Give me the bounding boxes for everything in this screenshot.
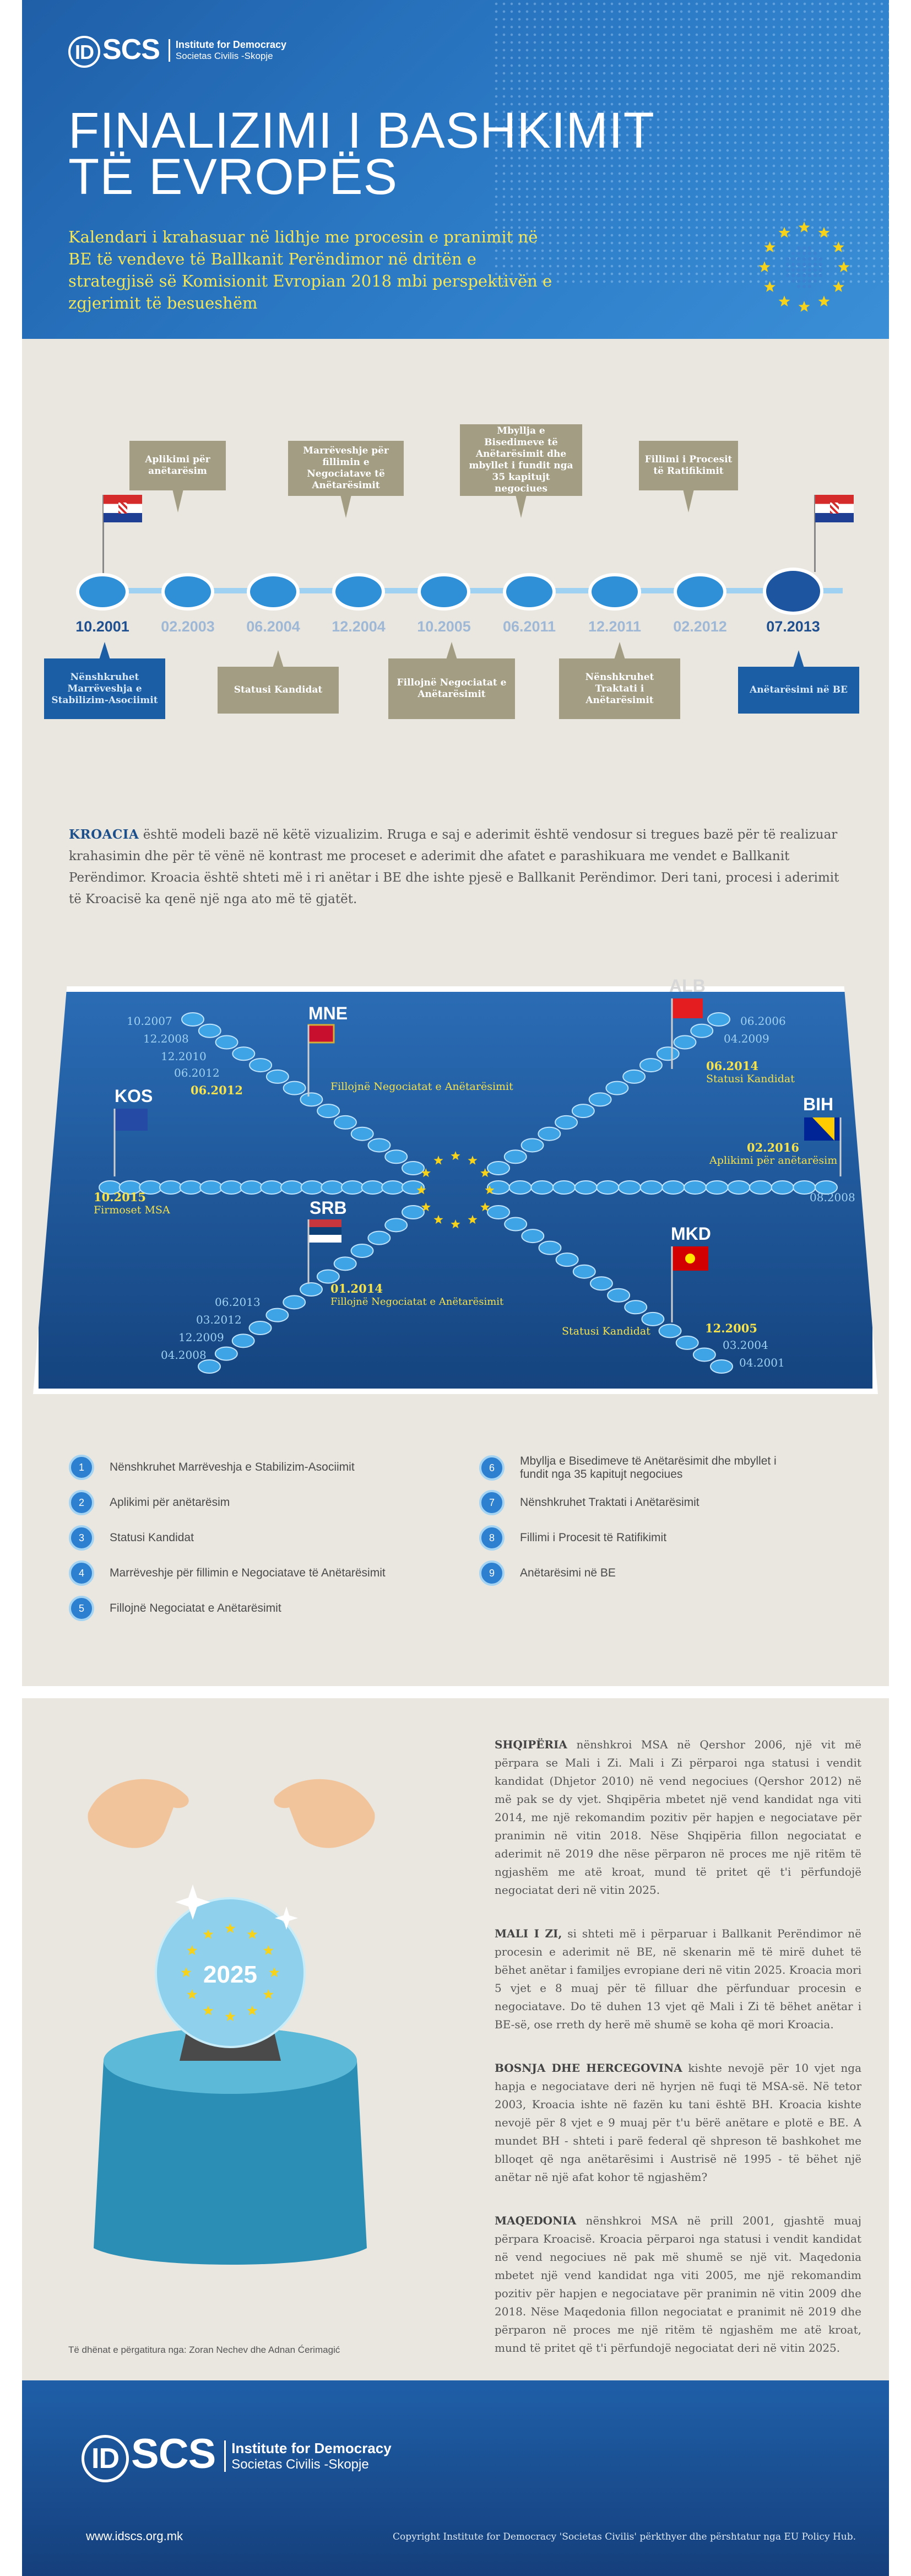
svg-text:Aplikimi për anëtarësim: Aplikimi për anëtarësim	[709, 1154, 838, 1167]
board-step	[266, 1309, 288, 1322]
forecast-montenegro: MALI I ZI, si shteti më i përparuar i Ballkanit Perëndimor në procesin e aderimit në BE, në skenarin më të mirë duhet të bëhet anëtar i familjes evropiane deri në vitin 2025. Kroacia mori 5 vjet e 8 muaj për të filluar dhe përfunduar procesin e negociatave. Do të duhen 13 vjet që Mali i Zi të bëhet anëtar i BE-së, ose rreth dy herë më shumë se koha që mori Kroacia.	[495, 1927, 862, 2031]
board-step	[232, 1334, 254, 1347]
timeline-node	[503, 573, 556, 611]
country-code-mne: MNE	[308, 1003, 348, 1023]
eu-star-icon	[451, 1219, 460, 1228]
map-dot	[808, 274, 811, 277]
board-step	[706, 1181, 728, 1194]
map-dot	[802, 263, 806, 266]
timeline-node	[417, 573, 470, 611]
section-separator	[22, 1686, 889, 1698]
forecast-bih: BOSNJA DHE HERCEGOVINA kishte nevojë për 10 vjet nga hapja e negociatave deri në hyrjen në fuqi të MSA-së. Në tetor 2003, Kroacia ishte në fazën ku tani është BH. Kroacia kishte nevojë për 8 vjet e 9 muaj për t'u bërë anëtare e plotë e BE. A mundet BH - shteti i parë federal që shpreson të bashkohet me blloqet që nga anëtarësimi i Austrisë në 1995 - të bëhet një anëtar në një afat kohor të ngjashëm?	[495, 2061, 862, 2184]
svg-text:06.2012: 06.2012	[191, 1083, 243, 1097]
board-step	[341, 1181, 364, 1194]
kosovo-flag-icon	[115, 1109, 148, 1131]
map-dot	[802, 246, 806, 250]
eu-star-icon	[764, 241, 776, 252]
eu-membership-node	[763, 568, 823, 615]
board-step	[597, 1181, 619, 1194]
board-step	[676, 1336, 698, 1349]
country-code-srb: SRB	[310, 1198, 347, 1218]
board-step	[402, 1206, 424, 1219]
page-title: FINALIZIMI I BASHKIMIT TË EVROPËS	[68, 102, 655, 205]
svg-text:12.2008: 12.2008	[143, 1032, 189, 1045]
timeline-node	[161, 573, 214, 611]
map-dot	[814, 274, 817, 277]
svg-text:06.2013: 06.2013	[215, 1295, 261, 1309]
eu-star-icon	[433, 1215, 443, 1224]
board-step	[199, 1024, 221, 1038]
board-step	[487, 1206, 509, 1219]
map-dot	[814, 252, 817, 255]
timeline-date: 02.2012	[673, 618, 727, 635]
board-step	[487, 1162, 509, 1175]
board-step	[368, 1138, 390, 1152]
svg-text:10.2007: 10.2007	[127, 1014, 172, 1028]
forecast-albania: SHQIPËRIA nënshkroi MSA në Qershor 2006, një vit më përpara se Mali i Zi. Mali i Zi përparoi nga statusi i vendit kandidat (Dhjetor 2010) në vend negociues (Qershor 2012) në më pak se dy vjet. Shqipëria mbetet një vend kandidat nga viti 2014, me një rekomandim pozitiv për hapjen e negociatave për pranimin në vitin 2018. Nëse Shqipëria fillon negociatat e aderimit në 2019 dhe nëse përparon në proces me një ritëm të ngjashëm me atë kroat, mund të pritet që t'i përfundojë negociatat deri në vitin 2025.	[495, 1738, 861, 1897]
map-dot	[791, 268, 795, 272]
board-step	[642, 1313, 664, 1326]
crystal-ball-illustration	[55, 1752, 408, 2336]
board-step	[708, 1013, 730, 1026]
board-step	[220, 1181, 242, 1194]
map-dot	[814, 257, 817, 261]
map-dot	[819, 257, 822, 261]
board-step	[362, 1181, 384, 1194]
eu-star-icon	[764, 281, 776, 292]
map-dot	[797, 246, 800, 250]
timeline-node	[247, 573, 300, 611]
board-step	[284, 1082, 306, 1095]
comparison-board	[22, 976, 889, 1416]
svg-text:08.2008: 08.2008	[810, 1191, 855, 1204]
board-step	[662, 1181, 684, 1194]
board-step	[572, 1104, 594, 1117]
svg-text:04.2009: 04.2009	[724, 1032, 769, 1045]
milestone-box: Nënshkruhet Traktati i Anëtarësimit	[559, 658, 680, 719]
page-subtitle: Kalendari i krahasuar në lidhje me procesin e pranimit në BE të vendeve të Ballkanit Perëndimor në dritën e strategjisë së Komisionit Evropian 2018 mbi perspektivën e zgjerimit të besueshëm	[68, 228, 552, 312]
map-dot	[797, 274, 800, 277]
milestone-box: Anëtarësimi në BE	[738, 667, 859, 714]
svg-text:12.2010: 12.2010	[161, 1050, 207, 1063]
board-step	[750, 1181, 772, 1194]
board-step	[575, 1181, 597, 1194]
intro-paragraph: KROACIA është modeli bazë në këtë vizualizim. Rruga e saj e aderimit është vendosur si tregues bazë për të realizuar krahasimin dhe për të vënë në kontrast me proceset e aderimit dhe afatet e parashikuara me vendet e Ballkanit Perëndimor. Kroacia është shteti më i ri anëtar i BE dhe ishte pjesë e Ballkanit Perëndimor. Deri tani, procesi i aderimit të Kroacisë ka qenë një nga ato më të gjatët.	[69, 827, 839, 906]
timeline-date: 07.2013	[766, 618, 820, 635]
map-dot	[797, 285, 800, 288]
country-code-alb: ALB	[669, 976, 706, 996]
board-step	[625, 1300, 647, 1314]
eu-star-icon	[799, 222, 810, 233]
board-step	[300, 1283, 322, 1296]
milestone-box: Aplikimi për anëtarësim	[129, 441, 226, 490]
map-dot	[797, 257, 800, 261]
website-link[interactable]: www.idscs.org.mk	[86, 2529, 183, 2543]
map-dot	[808, 252, 811, 255]
map-dot	[808, 285, 811, 288]
svg-text:Statusi Kandidat: Statusi Kandidat	[706, 1073, 795, 1085]
map-dot	[797, 263, 800, 266]
right-hand-icon	[274, 1779, 375, 1848]
timeline-node	[76, 573, 129, 611]
map-dot	[786, 274, 789, 277]
map-dot	[802, 285, 806, 288]
board-step	[553, 1181, 575, 1194]
board-step	[182, 1013, 204, 1026]
map-dot	[791, 257, 795, 261]
map-dot	[786, 263, 789, 266]
milestone-box: Nënshkruhet Marrëveshja e Stabilizim-Asociimit	[44, 658, 165, 719]
board-step	[505, 1218, 527, 1231]
forecast-text	[495, 1736, 861, 2383]
timeline-date: 10.2001	[75, 618, 129, 635]
board-step	[216, 1036, 238, 1049]
board-step	[382, 1181, 404, 1194]
map-dot	[802, 279, 806, 283]
board-step	[619, 1181, 641, 1194]
board-step	[283, 1295, 305, 1309]
board-step	[215, 1347, 237, 1360]
logo-line1: Institute for Democracy	[175, 39, 286, 51]
map-dot	[802, 257, 806, 261]
map-dot	[791, 279, 795, 283]
timeline-node	[674, 573, 726, 611]
map-dot	[791, 263, 795, 266]
timeline-date: 12.2004	[332, 618, 386, 635]
eu-star-icon	[833, 281, 844, 292]
timeline-date: 02.2003	[161, 618, 215, 635]
copyright-text: Copyright Institute for Democracy 'Societas Civilis' përkthyer dhe përshtatur nga EU Policy Hub.	[393, 2531, 856, 2542]
footer-logo: ID SCS Institute for Democracy Societas Civilis -Skopje	[82, 2430, 392, 2482]
data-credit: Të dhënat e përgatitura nga: Zoran Nechev dhe Adnan Ćerimagić	[68, 2345, 340, 2355]
board-step	[301, 1181, 323, 1194]
eu-star-icon	[451, 1151, 460, 1160]
board-step	[385, 1150, 407, 1163]
board-step	[402, 1162, 424, 1175]
timeline-date: 12.2011	[588, 618, 642, 635]
timeline-node	[588, 573, 641, 611]
map-dot	[814, 279, 817, 283]
timeline-date: 06.2004	[246, 618, 300, 635]
map-dot	[802, 274, 806, 277]
map-dot	[802, 268, 806, 272]
board-step	[250, 1321, 272, 1335]
board-step	[728, 1181, 750, 1194]
board-step	[573, 1265, 595, 1278]
legend-item: 7 Nënshkruhet Traktati i Anëtarësimit	[479, 1490, 699, 1515]
eu-star-icon	[433, 1155, 443, 1164]
board-step	[590, 1277, 612, 1290]
legend-item: 4 Marrëveshje për fillimin e Negociatave të Anëtarësimit	[69, 1560, 386, 1586]
board-step	[606, 1082, 628, 1095]
board-step	[556, 1253, 578, 1266]
eu-star-icon	[818, 227, 830, 238]
croatia-flag-icon	[815, 495, 854, 522]
board-step	[351, 1127, 373, 1141]
eu-stars-icon	[755, 218, 854, 317]
map-dot	[819, 263, 822, 266]
board-step	[160, 1181, 182, 1194]
map-dot	[797, 252, 800, 255]
map-dot	[802, 252, 806, 255]
board-step	[657, 1047, 679, 1060]
board-step	[368, 1232, 390, 1245]
board-step	[267, 1070, 289, 1083]
svg-text:Firmoset MSA: Firmoset MSA	[94, 1204, 170, 1216]
board-step	[522, 1138, 544, 1152]
milestone-box: Marrëveshje për fillimin e Negociatave të Anëtarësimit	[288, 441, 404, 496]
header-banner	[22, 0, 889, 339]
eu-star-icon	[838, 261, 850, 272]
country-code-bih: BIH	[803, 1094, 834, 1114]
legend-item: 6 Mbyllja e Bisedimeve të Anëtarësimit dhe mbyllet i fundit nga 35 kapitujt negociues	[479, 1455, 788, 1481]
svg-text:03.2012: 03.2012	[196, 1313, 242, 1326]
map-dot	[819, 268, 822, 272]
country-code-mkd: MKD	[671, 1224, 711, 1244]
footer	[22, 2380, 889, 2576]
milestone-box: Fillojnë Negociatat e Anëtarësimit	[388, 658, 515, 719]
board-step	[317, 1104, 339, 1117]
svg-text:06.2014: 06.2014	[706, 1059, 758, 1073]
board-diagram	[33, 976, 878, 1394]
board-step	[321, 1181, 343, 1194]
croatia-timeline	[22, 358, 889, 777]
board-step	[522, 1229, 544, 1243]
country-code-kos: KOS	[115, 1086, 153, 1106]
board-step	[659, 1324, 681, 1337]
board-step	[674, 1036, 696, 1049]
board-step	[640, 1059, 662, 1072]
map-dot	[808, 268, 811, 272]
eu-star-icon	[779, 295, 790, 306]
svg-text:10.2015: 10.2015	[94, 1190, 146, 1204]
map-dot	[819, 274, 822, 277]
eu-star-icon	[468, 1155, 477, 1164]
map-dot	[808, 257, 811, 261]
idscs-logo	[68, 33, 286, 68]
legend-item: 8 Fillimi i Procesit të Ratifikimit	[479, 1525, 666, 1551]
board-step	[684, 1181, 706, 1194]
map-dot	[791, 252, 795, 255]
board-step	[351, 1244, 373, 1257]
board-step	[711, 1360, 733, 1373]
board-step	[608, 1289, 630, 1302]
board-step	[539, 1241, 561, 1255]
map-dot	[797, 268, 800, 272]
milestone-box: Mbyllja e Bisedimeve të Anëtarësimit dhe mbyllet i fundit nga 35 kapitujt negociues	[460, 424, 582, 496]
map-dot	[808, 263, 811, 266]
infographic-page	[22, 0, 889, 2576]
svg-text:04.2008: 04.2008	[161, 1348, 207, 1362]
timeline-node	[332, 573, 385, 611]
legend-item: 1 Nënshkruhet Marrëveshja e Stabilizim-Asociimit	[69, 1455, 355, 1480]
left-hand-icon	[88, 1779, 188, 1848]
timeline-date: 06.2011	[502, 618, 556, 635]
montenegro-flag-icon	[308, 1025, 334, 1043]
board-step	[334, 1257, 356, 1270]
map-dot	[786, 268, 789, 272]
eu-star-icon	[759, 261, 771, 272]
eu-star-icon	[779, 227, 790, 238]
svg-text:06.2006: 06.2006	[740, 1014, 786, 1028]
svg-text:06.2012: 06.2012	[174, 1066, 220, 1079]
board-step	[241, 1181, 263, 1194]
legend-item: 3 Statusi Kandidat	[69, 1525, 194, 1551]
board-step	[200, 1181, 222, 1194]
map-dot	[814, 263, 817, 266]
croatia-flag-icon	[104, 495, 142, 522]
legend-item: 2 Aplikimi për anëtarësim	[69, 1490, 230, 1515]
map-dot	[808, 246, 811, 250]
milestone-box: Statusi Kandidat	[218, 667, 339, 714]
svg-text:02.2016: 02.2016	[747, 1141, 799, 1154]
eu-star-icon	[468, 1215, 477, 1224]
board-step	[198, 1360, 220, 1373]
legend-item: 9 Anëtarësimi në BE	[479, 1560, 616, 1586]
milestone-box: Fillimi i Procesit të Ratifikimit	[639, 441, 738, 490]
svg-text:12.2009: 12.2009	[178, 1331, 224, 1344]
eu-star-icon	[833, 241, 844, 252]
svg-text:12.2005: 12.2005	[705, 1321, 757, 1335]
board-step	[250, 1059, 272, 1072]
logo-letters: SCS	[102, 34, 160, 66]
forecast-macedonia: MAQEDONIA nënshkroi MSA në prill 2001, gjashtë muaj përpara Kroacisë. Kroacia përparoi nga statusi i vendit kandidat në vend negociues në pak më shumë se një vit. Maqedonia mbetet një vend kandidat nga viti 2005, me një rekomandim pozitiv për hapjen e negociatave për pranimin në vitin 2009 dhe 2018. Nëse Maqedonia fillon negociatat e pranimit në 2019 dhe përparon në proces me një ritëm të ngjashëm me atë kroat, mund të pritet që t'i përfundojë negociatat deri në vitin 2025.	[495, 2214, 861, 2354]
board-step	[232, 1047, 254, 1060]
svg-text:03.2004: 03.2004	[723, 1338, 768, 1352]
board-step	[334, 1116, 356, 1129]
crystal-ball-year: 2025	[203, 1961, 257, 1988]
timeline-date: 10.2005	[417, 618, 471, 635]
svg-text:Fillojnë Negociatat e Anëtarës: Fillojnë Negociatat e Anëtarësimit	[330, 1081, 513, 1093]
svg-text:Fillojnë Negociatat e Anëtarës: Fillojnë Negociatat e Anëtarësimit	[330, 1296, 504, 1308]
legend-item: 5 Fillojnë Negociatat e Anëtarësimit	[69, 1596, 281, 1621]
board-step	[589, 1093, 611, 1106]
board-step	[509, 1181, 532, 1194]
board-step	[691, 1024, 713, 1038]
board-step	[641, 1181, 663, 1194]
eu-star-icon	[818, 295, 830, 306]
board-step	[505, 1150, 527, 1163]
svg-text:04.2001: 04.2001	[739, 1356, 785, 1369]
svg-text:01.2014: 01.2014	[330, 1282, 383, 1295]
map-dot	[814, 268, 817, 272]
board-step	[261, 1181, 283, 1194]
board-step	[531, 1181, 553, 1194]
board-step	[300, 1093, 322, 1106]
albania-flag-icon	[672, 998, 703, 1018]
board-step	[555, 1116, 577, 1129]
board-step	[180, 1181, 202, 1194]
board-step	[538, 1127, 560, 1141]
board-step	[623, 1070, 645, 1083]
board-step	[281, 1181, 303, 1194]
svg-text:Statusi Kandidat: Statusi Kandidat	[562, 1325, 650, 1337]
logo-ring: ID	[68, 36, 100, 68]
map-dot	[808, 279, 811, 283]
board-step	[385, 1218, 407, 1232]
serbia-flag-icon	[308, 1219, 341, 1243]
board-step	[693, 1348, 715, 1361]
board-step	[772, 1181, 794, 1194]
map-dot	[797, 279, 800, 283]
map-dot	[791, 274, 795, 277]
eu-star-icon	[799, 301, 810, 312]
logo-line2: Societas Civilis -Skopje	[175, 51, 273, 62]
map-dot	[786, 257, 789, 261]
